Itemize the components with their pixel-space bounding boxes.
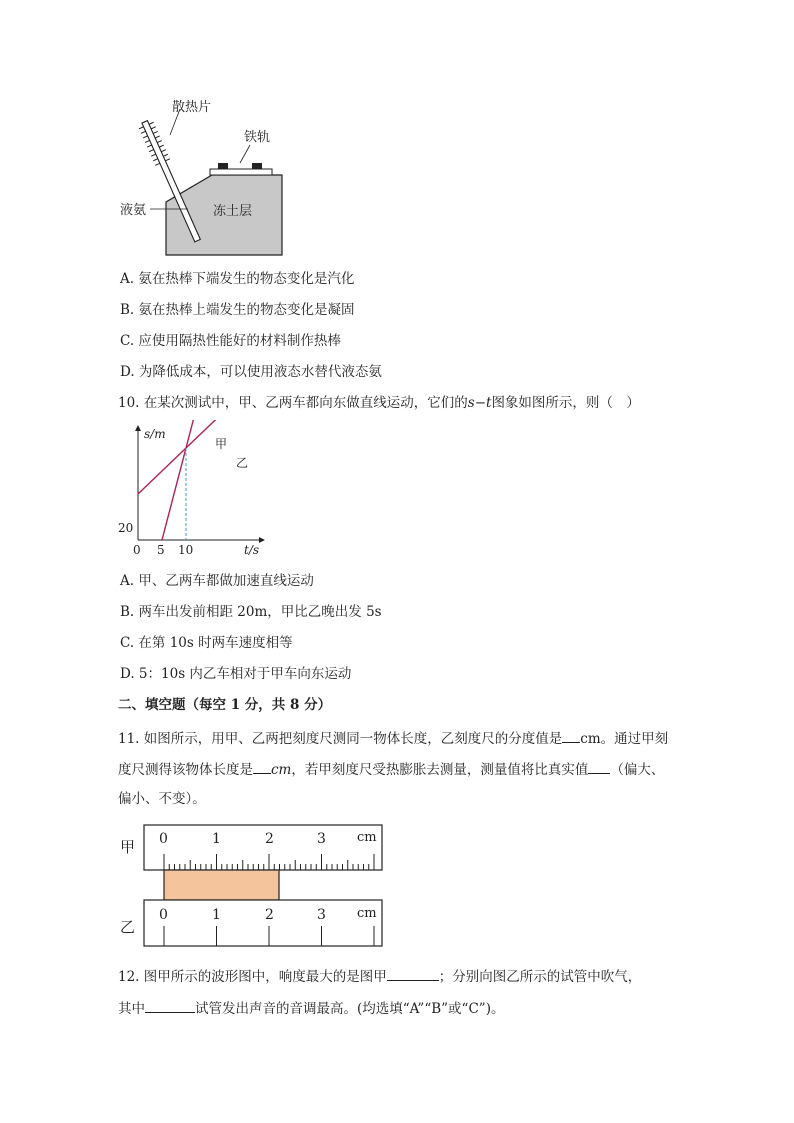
y-tick-20: 20: [118, 521, 134, 535]
series-label-yi: 乙: [236, 456, 249, 470]
q9-option-b: B. 氨在热棒上端发生的物态变化是凝固: [120, 302, 355, 318]
label-soil: 冻土层: [213, 204, 253, 219]
label-ammonia: 液氨: [120, 203, 147, 218]
rail-base: [210, 169, 272, 175]
q10-option-c: C. 在第 10s 时两车速度相等: [120, 635, 293, 651]
ruler-jia-num-3: 3: [317, 831, 326, 847]
q10-option-a: A. 甲、乙两车都做加速直线运动: [120, 573, 314, 589]
q11-blank-3[interactable]: [588, 759, 610, 774]
q9-option-d: D. 为降低成本，可以使用液态水替代液态氨: [120, 364, 382, 380]
ruler-yi-unit: cm: [357, 906, 377, 921]
ruler-jia-label: 甲: [120, 838, 136, 856]
q12-line2-a: 其中: [118, 1001, 145, 1017]
ruler-jia-num-1: 1: [212, 831, 221, 847]
ruler-yi-body: [144, 900, 382, 946]
q10-stem-suffix: 图象如图所示，则（ ）: [491, 395, 640, 411]
ruler-yi-num-3: 3: [317, 907, 326, 923]
q10-stem-prefix: 10. 在某次测试中，甲、乙两车都向东做直线运动，它们的: [118, 395, 468, 411]
ruler-jia-num-0: 0: [159, 831, 168, 847]
ruler-yi-num-0: 0: [159, 907, 168, 923]
series-label-jia: 甲: [215, 437, 228, 451]
s-t-chart: [112, 420, 272, 560]
rail-right: [252, 163, 262, 169]
q12-blank-2[interactable]: [145, 998, 195, 1013]
rail-left: [218, 163, 228, 169]
x-tick-10: 10: [178, 543, 194, 557]
q10-option-d: D. 5：10s 内乙车相对于甲车向东运动: [120, 666, 352, 682]
measured-object: [164, 870, 279, 900]
q12-line1: [118, 966, 641, 986]
q11-line2-a: 度尺测得该物体长度是: [118, 762, 253, 778]
q10-stem-symbol: s−t: [467, 395, 492, 411]
heat-pipe-diagram: [110, 95, 310, 265]
q11-line2: [118, 759, 664, 779]
x-tick-5: 5: [157, 543, 165, 557]
series-line-jia: [162, 420, 216, 540]
label-fins: 散热片: [172, 100, 212, 115]
q11-line2-b: ，若甲刻度尺受热膨胀去测量，测量值将比真实值: [291, 762, 589, 778]
ruler-yi-num-1: 1: [212, 907, 221, 923]
q11-line1: [118, 728, 668, 748]
leader-rail: [240, 145, 250, 163]
q12-line2: [118, 998, 504, 1018]
rulers-diagram: [112, 820, 392, 955]
ruler-yi-label: 乙: [120, 918, 136, 936]
ruler-yi-num-2: 2: [265, 907, 274, 923]
q11-line3: 偏小、不变）。: [118, 791, 206, 807]
section2-title: 二、填空题（每空 1 分，共 8 分）: [118, 697, 332, 713]
ruler-jia-num-2: 2: [265, 831, 274, 847]
q12-blank-1[interactable]: [387, 966, 439, 981]
q9-option-a: A. 氨在热棒下端发生的物态变化是汽化: [120, 271, 355, 287]
q12-line1-a: 12. 图甲所示的波形图中，响度最大的是图甲: [118, 969, 387, 985]
q9-option-c: C. 应使用隔热性能好的材料制作热棒: [120, 333, 341, 349]
q11-line1-a: 11. 如图所示，用甲、乙两把刻度尺测同一物体长度，乙刻度尺的分度值是: [118, 731, 563, 747]
q11-blank-1[interactable]: [562, 728, 580, 743]
q11-line2-c: （偏大、: [610, 762, 665, 778]
y-axis-label: s/m: [144, 427, 166, 441]
q12-line2-b: 试管发出声音的音调最高。(均选填“A”“B”或“C”)。: [195, 1001, 505, 1017]
ruler-jia-unit: cm: [357, 830, 377, 845]
q10-option-b: B. 两车出发前相距 20m，甲比乙晚出发 5s: [120, 604, 382, 620]
x-tick-0: 0: [133, 543, 141, 557]
q11-blank-2[interactable]: [253, 759, 271, 774]
label-rail: 铁轨: [244, 130, 271, 145]
q11-line2-unit: cm: [271, 762, 292, 778]
q12-line1-b: ；分别向图乙所示的试管中吹气，: [438, 969, 642, 985]
q11-line1-b: cm。通过甲刻: [580, 731, 669, 747]
x-axis-label: t/s: [244, 543, 260, 557]
q10-stem: [118, 394, 640, 412]
ruler-jia-body: [144, 825, 382, 870]
